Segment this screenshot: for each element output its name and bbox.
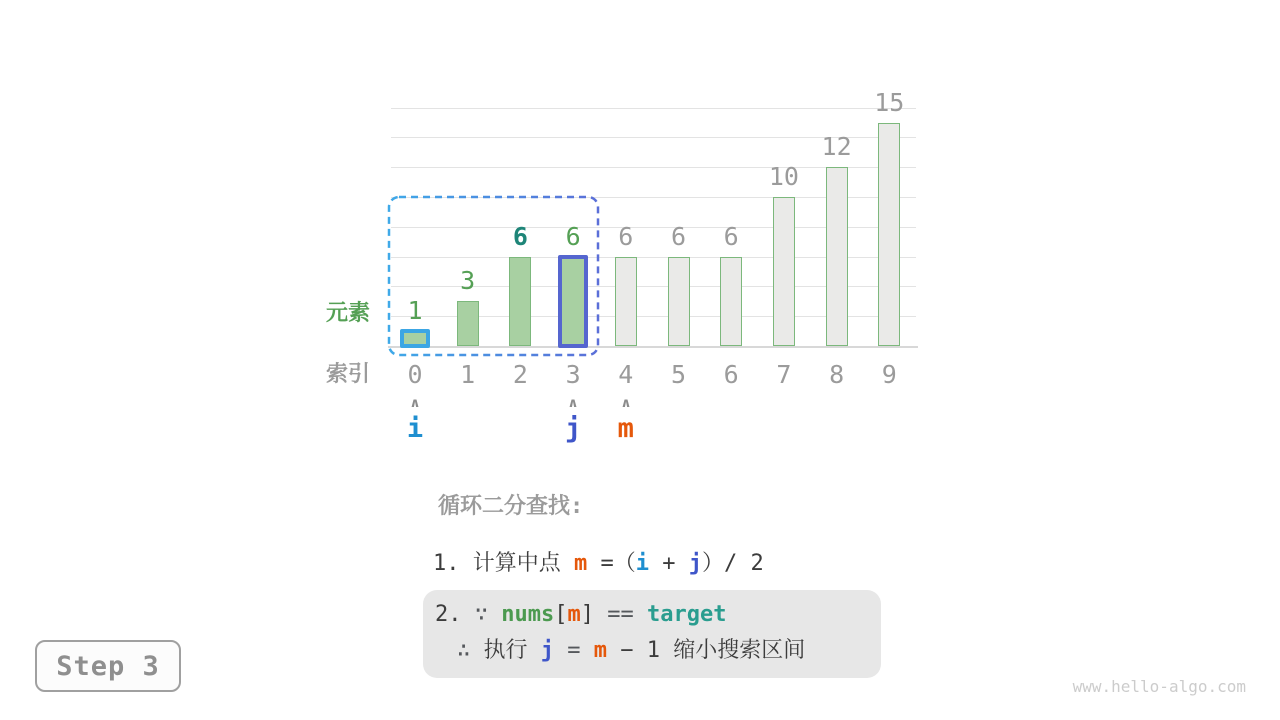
bar-value-label: 6 [512,221,528,251]
code-token-op: = [554,638,594,663]
bar-index-label: 3 [565,360,581,389]
code-token-op: ∴ [457,638,484,663]
caption-text: 2. [435,602,475,627]
pointer-j-label: j [564,413,582,444]
bar-highlighted [400,329,430,348]
bar-index-label: 9 [881,360,897,389]
bar-index-label: 0 [407,360,423,389]
bar-value-label: 3 [460,266,476,296]
y-axis-label: 元素 [325,301,370,326]
bar-index-label: 7 [776,360,792,389]
code-token-nums: nums [501,602,555,627]
pointer-m-label: m [617,413,634,444]
bar [509,257,531,346]
caption-text: + [648,551,689,576]
code-token-target: target [646,602,727,627]
bar-index-label: 2 [512,360,528,389]
pointer-i-label: i [406,413,424,444]
x-axis-label: 索引 [325,362,370,387]
code-token-op: == [593,602,647,627]
step1-formula [433,550,764,578]
bar-index-label: 6 [723,360,739,389]
bar-index-label: 8 [829,360,845,389]
bar-index-label: 1 [460,360,476,389]
bar [668,257,690,346]
code-token-j: j [688,551,702,576]
bar [615,257,637,346]
bar [720,257,742,346]
code-token-i: i [635,551,649,576]
bar-value-label: 6 [670,221,687,251]
step2-line-1 [435,601,726,629]
caption-text: − 1 缩小搜索区间 [607,638,806,663]
bar-value-label: 6 [723,221,739,251]
caption-text: ] [580,602,594,627]
code-token-m: m [567,602,581,627]
bar-value-label: 1 [407,296,423,326]
caption-text: 执行 [483,638,541,663]
step-badge-label: Step 3 [56,650,160,682]
bar [457,301,479,346]
caption-text: 1. 计算中点 [433,551,574,576]
pointer-arrow-icon: ∧ [568,396,578,411]
bar-index-label: 5 [670,360,687,389]
step2-highlight-box [423,590,881,678]
bar [826,167,848,346]
x-axis-line [388,346,918,348]
bar [773,197,795,346]
bar-value-label: 6 [565,221,581,251]
code-token-m: m [593,638,607,663]
caption-text: ）/ 2 [701,551,764,576]
caption-title: 循环二分查找: [438,494,584,519]
caption-text: [ [554,602,568,627]
bar-value-label: 12 [821,132,852,162]
code-token-op: ∵ [474,602,502,627]
step2-line-2 [457,637,805,665]
code-token-j: j [540,638,554,663]
bar [878,123,900,347]
website-watermark: www.hello-algo.com [1072,677,1246,696]
pointer-arrow-icon: ∧ [410,396,420,411]
bar-value-label: 6 [618,221,634,251]
bar-highlighted [558,255,588,348]
bar-value-label: 10 [768,162,799,191]
pointer-arrow-icon: ∧ [620,396,631,411]
gridline [391,108,916,109]
caption-text: =（ [587,551,636,576]
bar-value-label: 15 [874,87,905,117]
bar-index-label: 4 [618,360,634,389]
step-badge [35,640,181,692]
code-token-m: m [573,551,588,576]
